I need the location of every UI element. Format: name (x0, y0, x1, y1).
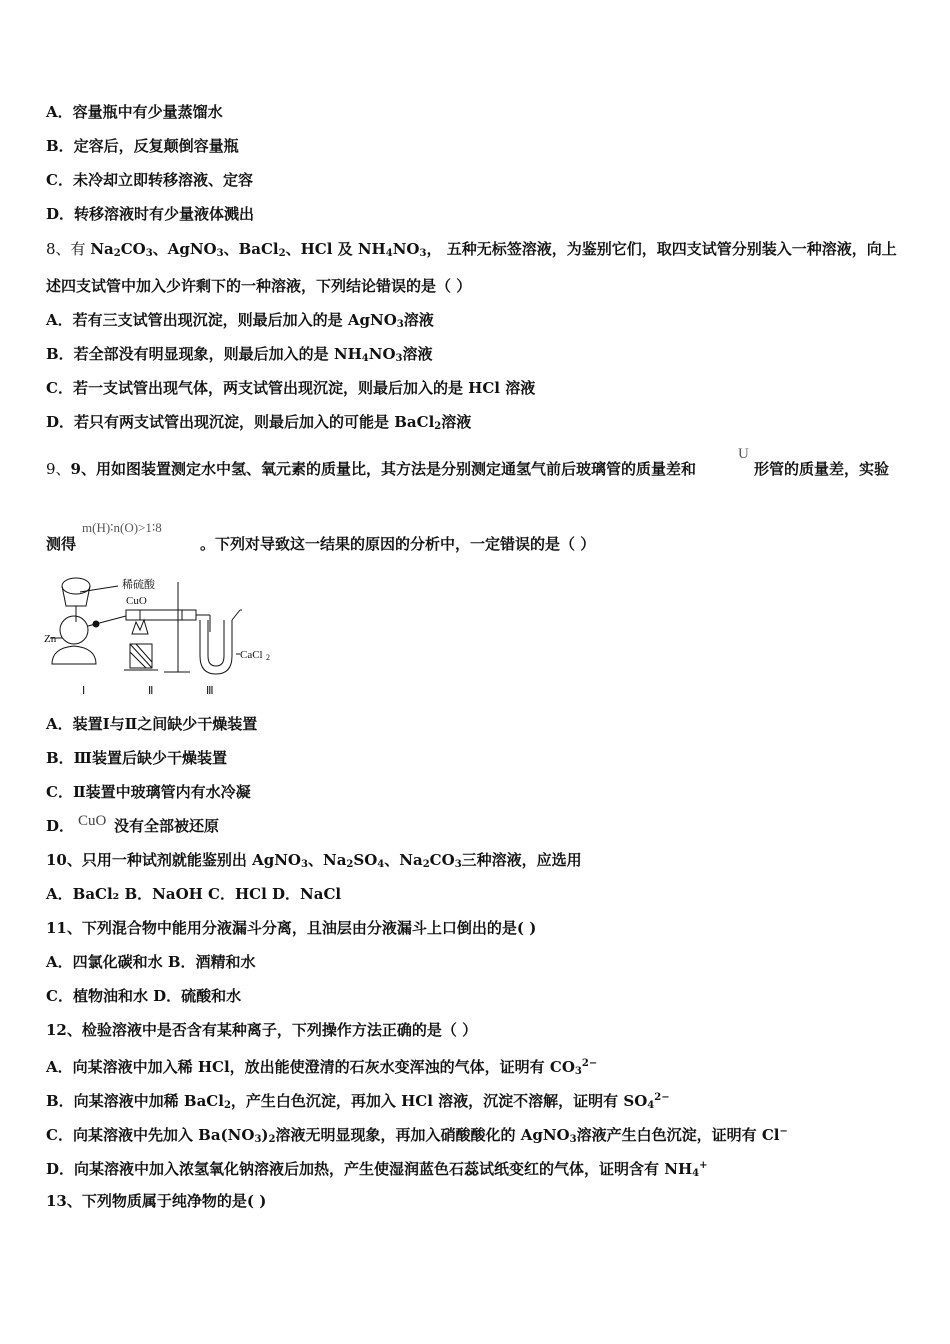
q7-option-b: B．定容后，反复颠倒容量瓶 (46, 137, 239, 155)
q9-option-c: C．Ⅱ装置中玻璃管内有水冷凝 (46, 783, 251, 801)
label-cacl2-sub: 2 (266, 653, 270, 662)
q12-stem: 12、检验溶液中是否含有某种离子，下列操作方法正确的是（ ） (46, 1021, 478, 1039)
q8-option-c: C．若一支试管出现气体，两支试管出现沉淀，则最后加入的是 HCl 溶液 (46, 379, 536, 397)
q7-option-d: D．转移溶液时有少量液体溅出 (46, 205, 255, 223)
label-zn: Zn (44, 633, 57, 645)
q12-option-b: B．向某溶液中加稀 BaCl$_2$，产生白色沉淀，再加入 HCl 溶液，沉淀不溶解，证明有 $SO_4^{2-}$ (46, 1092, 670, 1111)
q9-option-d-text: 没有全部被还原 (114, 817, 220, 835)
q9-measured: 测得 (46, 535, 77, 553)
q8-option-b: B．若全部没有明显现象，则最后加入的是 $NH_4NO_3$溶液 (46, 345, 433, 364)
q12-option-a: A．向某溶液中加入稀 HCl，放出能使澄清的石灰水变浑浊的气体，证明有 $CO_3^{2-}$ (46, 1058, 598, 1077)
q8-stem-line1: 8、有 $Na_2CO_3$、AgNO$_3$、BaCl$_2$、HCl 及 $NH_4NO_3$， 五种无标签溶液，为鉴别它们，取四支试管分别装入一种溶液，向上 (46, 240, 897, 259)
label-roman-2: Ⅱ (148, 685, 154, 697)
label-roman-3: Ⅲ (206, 685, 214, 697)
q10-options: A．BaCl₂ B．NaOH C．HCl D．NaCl (46, 885, 342, 903)
q8-option-a: A．若有三支试管出现沉淀，则最后加入的是 AgNO$_3$溶液 (46, 311, 434, 330)
q10-stem: 10、只用一种试剂就能鉴别出 AgNO$_3$、$Na_2SO_4$、$Na_2CO_3$三种溶液，应选用 (46, 851, 582, 870)
u-tube-symbol: U (738, 446, 749, 462)
apparatus-diagram (44, 574, 274, 702)
q11-stem: 11、下列混合物中能用分液漏斗分离，且油层由分液漏斗上口倒出的是( ) (46, 919, 537, 937)
mass-ratio-formula: m(H)∶n(O)>1∶8 (82, 520, 162, 535)
cuo-formula: CuO (78, 813, 107, 829)
q12-option-d: D．向某溶液中加入浓氢氧化钠溶液后加热，产生使湿润蓝色石蕊试纸变红的气体，证明含有 $NH_4^+$ (46, 1160, 708, 1179)
q12-option-c: C．向某溶液中先加入 $Ba(NO_3)_2$溶液无明显现象，再加入硝酸酸化的 AgNO$_3$溶液产生白色沉淀，证明有 Cl− (46, 1126, 788, 1145)
q9-option-a: A．装置Ⅰ与Ⅱ之间缺少干燥装置 (46, 715, 258, 733)
q9-stem-line2: 。下列对导致这一结果的原因的分析中，一定错误的是（ ） (200, 535, 596, 553)
q11-options-cd: C．植物油和水 D．硫酸和水 (46, 987, 242, 1005)
label-roman-1: Ⅰ (82, 685, 86, 697)
q8-option-d: D．若只有两支试管出现沉淀，则最后加入的可能是 BaCl$_2$溶液 (46, 413, 472, 432)
q11-options-ab: A．四氯化碳和水 B．酒精和水 (46, 953, 256, 971)
q7-option-c: C．未冷却立即转移溶液、定容 (46, 171, 253, 189)
q9-stem-line1: 9、9、用如图装置测定水中氢、氧元素的质量比，其方法是分别测定通氢气前后玻璃管的质量差和 (46, 460, 696, 478)
q9-stem-line1-end: 形管的质量差，实验 (754, 460, 890, 478)
q7-option-a: A．容量瓶中有少量蒸馏水 (46, 103, 223, 121)
q9-option-b: B．Ⅲ装置后缺少干燥装置 (46, 749, 227, 767)
q9-option-d: D． (46, 817, 75, 835)
label-cuo: CuO (126, 595, 147, 607)
label-cacl2: CaCl (240, 649, 263, 661)
q13-stem: 13、下列物质属于纯净物的是( ) (46, 1192, 267, 1210)
label-dilute-acid: 稀硫酸 (122, 579, 155, 591)
q8-stem-line2: 述四支试管中加入少许剩下的一种溶液，下列结论错误的是（ ） (46, 277, 472, 295)
